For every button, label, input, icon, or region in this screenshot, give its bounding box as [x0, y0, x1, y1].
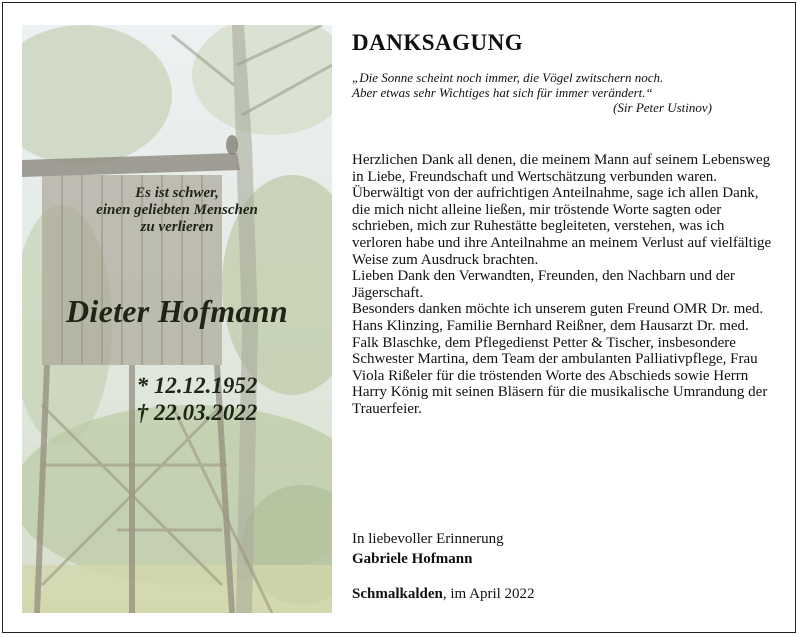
- death-date: † 22.03.2022: [136, 400, 258, 425]
- deceased-name: Dieter Hofmann: [66, 293, 288, 329]
- signer-name: Gabriele Hofmann: [352, 551, 473, 567]
- life-dates: [42, 372, 332, 426]
- motto-line: Aber etwas sehr Wichtiges hat sich für immer verändert.“: [352, 85, 653, 100]
- lead-quote-line: Es ist schwer,: [135, 185, 219, 201]
- page-title: DANKSAGUNG: [352, 30, 524, 55]
- lead-quote-line: zu verlieren: [140, 219, 214, 235]
- motto-quote: [352, 70, 712, 115]
- paragraph: Herzlichen Dank all denen, die meinem Mann auf seinem Lebensweg in Liebe, Freundschaft und Wertschätzung verbunden waren.: [352, 152, 771, 185]
- motto-line: „Die Sonne scheint noch immer, die Vögel zwitschern noch.: [352, 70, 664, 85]
- place-date-line: [352, 584, 772, 604]
- lead-quote-line: einen geliebten Menschen: [96, 202, 258, 218]
- header-column: [352, 30, 772, 115]
- thanks-text: [352, 152, 772, 418]
- date-text: , im April 2022: [442, 586, 535, 602]
- closing-block: [352, 529, 772, 604]
- paragraph: Überwältigt von der aufrichtigen Anteilnahme, sage ich allen Dank, die mich nicht alleine ließen, mir tröstende Worte sagten oder schrieben, mich zur Ruhestätte begleiteten, verstehen, was ich verloren habe und ihre Anteilnahme an meinem Verlust auf vielfältige Weise zum Ausdruck brachten.: [352, 185, 772, 268]
- photo-panel: [22, 25, 332, 613]
- lead-quote: [22, 185, 332, 236]
- birth-date: * 12.12.1952: [136, 373, 258, 398]
- paragraph: Lieben Dank den Verwandten, Freunden, den Nachbarn und der Jägerschaft.: [352, 268, 735, 301]
- place-name: Schmalkalden: [352, 586, 443, 602]
- closing-phrase: In liebevoller Erinnerung: [352, 531, 504, 547]
- motto-source: (Sir Peter Ustinov): [613, 100, 712, 115]
- paragraph: Besonders danken möchte ich unserem guten Freund OMR Dr. med. Hans Klinzing, Familie Bernhard Reißner, dem Hausarzt Dr. med. Falk Blaschke, dem Pflegedienst Petter & Tischer, insbesondere Schwester Martina, dem Team der ambulanten Palliativpflege, Frau Viola Rißeler für die tröstenden Worte des Abschieds sowie Herrn Harry König mit seinen Bläsern für die musikalische Umrandung der Trauerfeier.: [352, 301, 768, 417]
